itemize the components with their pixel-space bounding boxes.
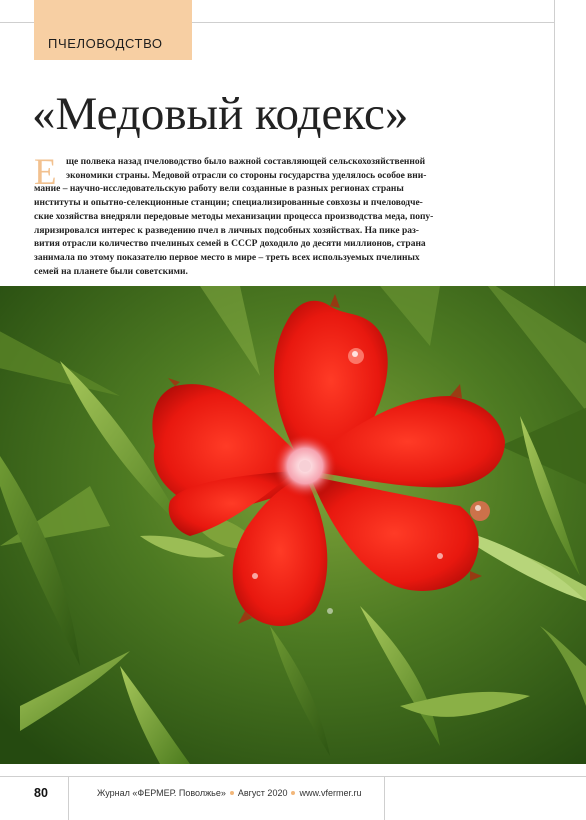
lead-line: вития отрасли количество пчелиных семей в СССР доходило до десяти миллионов, страна (34, 239, 426, 250)
section-tab (34, 0, 192, 60)
footer-divider (68, 776, 69, 820)
bullet-icon (230, 791, 234, 795)
issue-date: Август 2020 (237, 788, 288, 798)
page-footer (0, 764, 586, 820)
right-guide-line (554, 0, 555, 286)
lead-line: институты и опытно-селекционные станции; специализированные совхозы и пчеловодче- (34, 198, 423, 209)
carnation-photo (0, 286, 586, 764)
bullet-icon (291, 791, 295, 795)
lead-paragraph (34, 152, 534, 279)
lead-line: занимала по этому показателю первое место в мире – треть всех используемых пчелиных (34, 252, 420, 263)
journal-name: Журнал «ФЕРМЕР. Поволжье» (97, 788, 226, 798)
lead-line: ляризировался интерес к разведению пчел в личных подсобных хозяйствах. На пике раз- (34, 225, 419, 236)
section-label: ПЧЕЛОВОДСТВО (48, 36, 163, 51)
lead-line: ские хозяйства внедряли передовые методы механизации процесса производства меда, попу- (34, 211, 434, 222)
site-url: www.vfermer.ru (299, 788, 362, 798)
lead-line: ще полвека назад пчеловодство было важной составляющей сельскохозяйственной (66, 157, 426, 167)
carnation-illustration (0, 286, 586, 764)
article-title: «Медовый кодекс» (32, 88, 409, 140)
footer-credits (97, 788, 361, 798)
drop-cap: Е (34, 152, 57, 193)
page-number: 80 (34, 786, 48, 800)
footer-divider (384, 776, 385, 820)
footer-rule (0, 776, 586, 777)
lead-line: мание – научно-исследовательскую работу вели созданные в разных регионах страны (34, 184, 404, 195)
lead-line: экономики страны. Медовой отрасли со стороны государства уделялось особое вни- (66, 170, 427, 181)
lead-line: семей на планете были советскими. (34, 266, 188, 277)
